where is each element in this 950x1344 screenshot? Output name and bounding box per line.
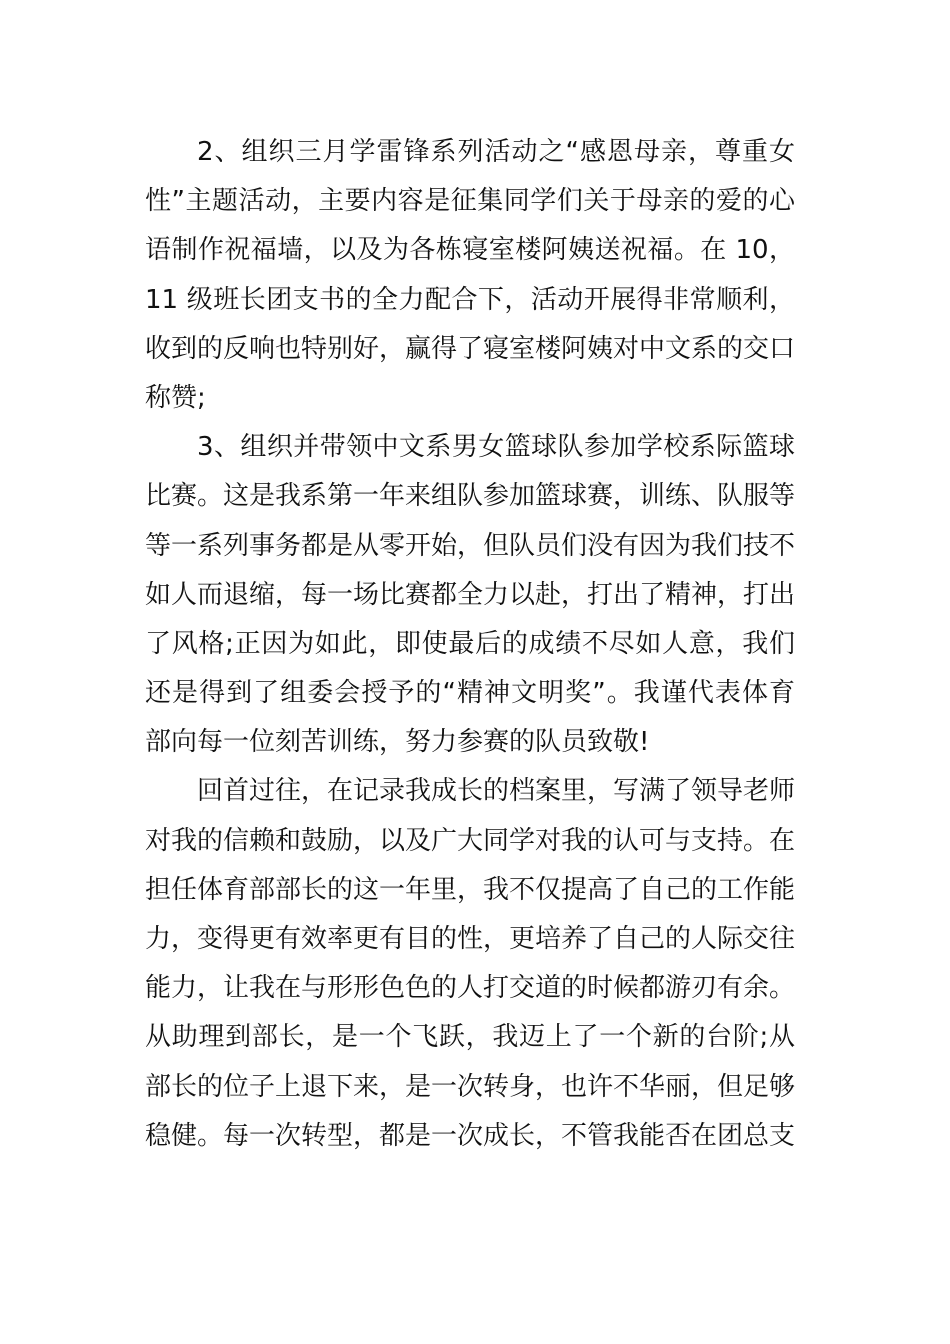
- text-line: 11 级班长团支书的全力配合下，活动开展得非常顺利，: [145, 284, 795, 315]
- text-line: 对我的信赖和鼓励，以及广大同学对我的认可与支持。在: [145, 825, 796, 856]
- body-text: [145, 128, 795, 1161]
- text-line: 收到的反响也特别好，赢得了寝室楼阿姨对中文系的交口: [145, 333, 796, 364]
- text-line: 回首过往，在记录我成长的档案里，写满了领导老师: [197, 776, 796, 807]
- text-line: 部向每一位刻苦训练，努力参赛的队员致敬!: [145, 727, 650, 758]
- text-line: 如人而退缩，每一场比赛都全力以赴，打出了精神，打出: [145, 579, 796, 610]
- text-line: 还是得到了组委会授予的“精神文明奖”。我谨代表体育: [145, 678, 795, 709]
- text-line: 语制作祝福墙，以及为各栋寝室楼阿姨送祝福。在 10，: [145, 235, 795, 266]
- text-line: 力，变得更有效率更有目的性，更培养了自己的人际交往: [145, 924, 796, 954]
- text-line: 从助理到部长，是一个飞跃，我迈上了一个新的台阶;从: [145, 1022, 795, 1053]
- text-line: 担任体育部部长的这一年里，我不仅提高了自己的工作能: [145, 874, 796, 905]
- text-line: 2、组织三月学雷锋系列活动之“感恩母亲，尊重女: [197, 137, 795, 167]
- text-line: 称赞;: [145, 382, 206, 413]
- text-line: 稳健。每一次转型，都是一次成长，不管我能否在团总支: [145, 1120, 796, 1151]
- text-line: 部长的位子上退下来，是一次转身，也许不华丽，但足够: [145, 1071, 796, 1102]
- text-line: 了风格;正因为如此，即使最后的成绩不尽如人意，我们: [145, 628, 795, 659]
- text-line: 性”主题活动，主要内容是征集同学们关于母亲的爱的心: [145, 186, 795, 217]
- text-line: 能力，让我在与形形色色的人打交道的时候都游刃有余。: [145, 973, 796, 1004]
- text-line: 3、组织并带领中文系男女篮球队参加学校系际篮球: [197, 432, 795, 463]
- text-line: 比赛。这是我系第一年来组队参加篮球赛，训练、队服等: [145, 481, 796, 512]
- text-line: 等一系列事务都是从零开始，但队员们没有因为我们技不: [145, 530, 796, 561]
